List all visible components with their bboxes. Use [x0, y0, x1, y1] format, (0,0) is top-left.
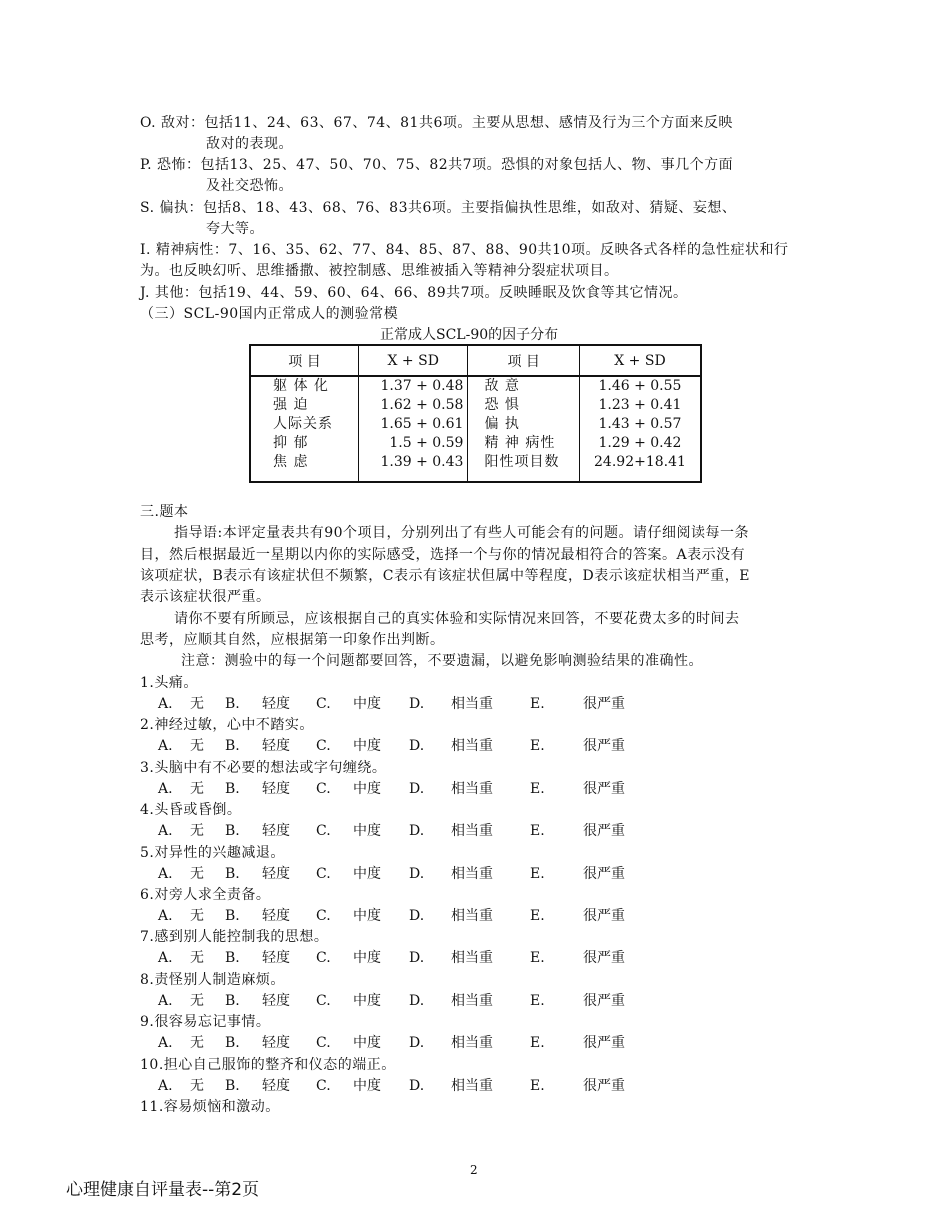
option-label[interactable]: 轻度: [262, 823, 290, 839]
option-label[interactable]: 无: [190, 823, 204, 839]
option-letter[interactable]: B.: [225, 1035, 240, 1051]
page-footer: 心理健康自评量表--第2页: [66, 1180, 260, 1200]
table-cell: 1.23 + 0.41: [598, 397, 682, 413]
option-label[interactable]: 很严重: [583, 823, 625, 839]
table-cell: 敌 意: [484, 378, 520, 394]
table-cell: 1.37 + 0.48: [380, 378, 464, 394]
table-cell: 躯 体 化: [273, 378, 329, 394]
option-label[interactable]: 中度: [353, 993, 381, 1009]
option-label[interactable]: 无: [190, 738, 204, 754]
table-header-value: X + SD: [579, 345, 701, 376]
option-letter[interactable]: A.: [158, 866, 173, 882]
option-letter[interactable]: E.: [530, 823, 545, 839]
table-cell: 精 神 病性: [484, 435, 556, 451]
instruction-line: 该项症状，B表示有该症状但不频繁，C表示有该症状但属中等程度，D表示该症状相当严重，E: [140, 568, 750, 584]
question-text: 4.头昏或昏倒。: [140, 802, 242, 818]
table-cell: 1.62 + 0.58: [380, 397, 464, 413]
table-header-value: X + SD: [358, 345, 467, 376]
option-letter[interactable]: A.: [158, 908, 173, 924]
option-label[interactable]: 轻度: [262, 1078, 290, 1094]
option-label[interactable]: 相当重: [451, 1035, 493, 1051]
option-letter[interactable]: E.: [530, 950, 545, 966]
factor-i-line1: I. 精神病性：7、16、35、62、77、84、85、87、88、90共10项。反映各式各样的急性症状和行: [140, 242, 789, 258]
factor-s-line2: 夸大等。: [206, 221, 264, 237]
option-letter[interactable]: B.: [225, 950, 240, 966]
option-letter[interactable]: E.: [530, 781, 545, 797]
instruction-line: 表示该症状很严重。: [140, 589, 271, 605]
table-cell: 24.92+18.41: [594, 454, 686, 470]
option-label[interactable]: 无: [190, 781, 204, 797]
option-letter[interactable]: A.: [158, 823, 173, 839]
part-heading: 三.题本: [140, 504, 189, 520]
question-text: 10.担心自己服饰的整齐和仪态的端正。: [140, 1057, 396, 1073]
option-label[interactable]: 中度: [353, 950, 381, 966]
option-letter[interactable]: E.: [530, 696, 545, 712]
option-label[interactable]: 轻度: [262, 696, 290, 712]
option-letter[interactable]: B.: [225, 993, 240, 1009]
option-letter[interactable]: C.: [316, 696, 331, 712]
table-cell: 焦 虑: [273, 454, 309, 470]
question-text: 1.头痛。: [140, 675, 198, 691]
option-label[interactable]: 中度: [353, 866, 381, 882]
option-letter[interactable]: D.: [409, 950, 425, 966]
option-label[interactable]: 很严重: [583, 781, 625, 797]
option-label[interactable]: 相当重: [451, 950, 493, 966]
option-letter[interactable]: E.: [530, 1035, 545, 1051]
option-letter[interactable]: C.: [316, 738, 331, 754]
table-cell: 1.29 + 0.42: [598, 435, 682, 451]
option-label[interactable]: 相当重: [451, 993, 493, 1009]
option-label[interactable]: 很严重: [583, 738, 625, 754]
factor-o-line1: O. 敌对：包括11、24、63、67、74、81共6项。主要从思想、感情及行为三个方面来反映: [140, 115, 733, 131]
option-letter[interactable]: B.: [225, 738, 240, 754]
factor-o-line2: 敌对的表现。: [206, 136, 293, 152]
option-label[interactable]: 中度: [353, 696, 381, 712]
left-values-cell: [358, 376, 467, 482]
option-letter[interactable]: D.: [409, 823, 425, 839]
option-letter[interactable]: A.: [158, 993, 173, 1009]
right-names-cell: [468, 376, 579, 482]
option-label[interactable]: 中度: [353, 1078, 381, 1094]
factor-p-line2: 及社交恐怖。: [206, 178, 293, 194]
left-names-cell: [250, 376, 358, 482]
option-label[interactable]: 很严重: [583, 908, 625, 924]
option-label[interactable]: 轻度: [262, 950, 290, 966]
table-cell: 抑 郁: [273, 435, 309, 451]
option-letter[interactable]: C.: [316, 950, 331, 966]
question-text: 7.感到别人能控制我的思想。: [140, 929, 329, 945]
option-letter[interactable]: D.: [409, 908, 425, 924]
option-letter[interactable]: E.: [530, 866, 545, 882]
option-letter[interactable]: C.: [316, 866, 331, 882]
option-letter[interactable]: B.: [225, 781, 240, 797]
option-label[interactable]: 相当重: [451, 823, 493, 839]
option-letter[interactable]: C.: [316, 1035, 331, 1051]
question-text: 2.神经过敏，心中不踏实。: [140, 717, 314, 733]
option-label[interactable]: 轻度: [262, 908, 290, 924]
instruction-note: 注意：测验中的每一个问题都要回答，不要遗漏，以避免影响测验结果的准确性。: [181, 653, 703, 669]
option-label[interactable]: 轻度: [262, 993, 290, 1009]
table-cell: 恐 惧: [484, 397, 520, 413]
option-label[interactable]: 无: [190, 908, 204, 924]
option-label[interactable]: 无: [190, 1078, 204, 1094]
option-letter[interactable]: B.: [225, 696, 240, 712]
option-label[interactable]: 无: [190, 866, 204, 882]
question-text: 3.头脑中有不必要的想法或字句缠绕。: [140, 760, 387, 776]
instruction-line: 指导语:本评定量表共有90个项目，分别列出了有些人可能会有的问题。请仔细阅读每一条: [174, 525, 750, 541]
table-cell: 强 迫: [273, 397, 309, 413]
option-letter[interactable]: A.: [158, 781, 173, 797]
factor-s-line1: S. 偏执：包括8、18、43、68、76、83共6项。主要指偏执性思维，如敌对、猜疑、妄想、: [140, 200, 737, 216]
option-letter[interactable]: C.: [316, 908, 331, 924]
option-letter[interactable]: A.: [158, 1078, 173, 1094]
option-label[interactable]: 轻度: [262, 866, 290, 882]
question-text: 9.很容易忘记事情。: [140, 1014, 271, 1030]
option-letter[interactable]: C.: [316, 993, 331, 1009]
option-label[interactable]: 轻度: [262, 1035, 290, 1051]
table-caption: 正常成人SCL-90的因子分布: [380, 327, 559, 343]
option-label[interactable]: 中度: [353, 738, 381, 754]
option-label[interactable]: 无: [190, 1035, 204, 1051]
option-label[interactable]: 相当重: [451, 696, 493, 712]
option-label[interactable]: 相当重: [451, 908, 493, 924]
option-label[interactable]: 相当重: [451, 781, 493, 797]
table-cell: 1.43 + 0.57: [598, 416, 682, 432]
option-letter[interactable]: D.: [409, 738, 425, 754]
option-label[interactable]: 很严重: [583, 866, 625, 882]
option-letter[interactable]: D.: [409, 993, 425, 1009]
option-letter[interactable]: A.: [158, 950, 173, 966]
option-letter[interactable]: B.: [225, 823, 240, 839]
option-letter[interactable]: A.: [158, 1035, 173, 1051]
option-label[interactable]: 相当重: [451, 1078, 493, 1094]
option-letter[interactable]: D.: [409, 781, 425, 797]
option-letter[interactable]: E.: [530, 993, 545, 1009]
right-values-cell: [579, 376, 701, 482]
option-letter[interactable]: B.: [225, 908, 240, 924]
option-letter[interactable]: E.: [530, 738, 545, 754]
option-label[interactable]: 相当重: [451, 738, 493, 754]
option-letter[interactable]: E.: [530, 1078, 545, 1094]
option-label[interactable]: 相当重: [451, 866, 493, 882]
table-cell: 阳性项目数: [484, 454, 560, 470]
table-cell: 1.39 + 0.43: [380, 454, 464, 470]
factor-i-line2: 为。也反映幻听、思维播撒、被控制感、思维被插入等精神分裂症状项目。: [140, 263, 619, 279]
factor-p-line1: P. 恐怖：包括13、25、47、50、70、75、82共7项。恐惧的对象包括人、物、事几个方面: [140, 157, 734, 173]
question-text: 8.责怪别人制造麻烦。: [140, 972, 285, 988]
option-label[interactable]: 很严重: [583, 993, 625, 1009]
section-heading: （三）SCL-90国内正常成人的测验常模: [140, 306, 399, 322]
option-label[interactable]: 中度: [353, 1035, 381, 1051]
option-letter[interactable]: C.: [316, 1078, 331, 1094]
table-cell: 1.5 + 0.59: [389, 435, 464, 451]
option-letter[interactable]: E.: [530, 908, 545, 924]
option-letter[interactable]: D.: [409, 696, 425, 712]
option-label[interactable]: 中度: [353, 908, 381, 924]
option-label[interactable]: 很严重: [583, 1078, 625, 1094]
table-header-item: 项 目: [468, 345, 579, 376]
table-cell: 1.65 + 0.61: [380, 416, 464, 432]
option-label[interactable]: 轻度: [262, 781, 290, 797]
option-letter[interactable]: B.: [225, 866, 240, 882]
option-letter[interactable]: D.: [409, 1035, 425, 1051]
option-label[interactable]: 很严重: [583, 696, 625, 712]
option-label[interactable]: 中度: [353, 781, 381, 797]
instruction-line: 思考，应顺其自然，应根据第一印象作出判断。: [140, 632, 445, 648]
instruction-line: 目，然后根据最近一星期以内你的实际感受，选择一个与你的情况最相符合的答案。A表示没有: [140, 547, 746, 563]
table-header-item: 项 目: [250, 345, 358, 376]
norm-table: [249, 344, 702, 483]
table-body-row: [250, 376, 701, 482]
factor-j: J. 其他：包括19、44、59、60、64、66、89共7项。反映睡眠及饮食等其它情况。: [140, 285, 688, 301]
option-letter[interactable]: C.: [316, 823, 331, 839]
option-letter[interactable]: D.: [409, 1078, 425, 1094]
table-cell: 1.46 + 0.55: [598, 378, 682, 394]
page-number: 2: [470, 1163, 478, 1177]
option-label[interactable]: 轻度: [262, 738, 290, 754]
question-text: 11.容易烦恼和激动。: [140, 1099, 280, 1115]
option-letter[interactable]: A.: [158, 696, 173, 712]
instruction-line: 请你不要有所顾忌，应该根据自己的真实体验和实际情况来回答，不要花费太多的时间去: [174, 611, 740, 627]
option-label[interactable]: 很严重: [583, 1035, 625, 1051]
option-label[interactable]: 无: [190, 950, 204, 966]
option-letter[interactable]: D.: [409, 866, 425, 882]
option-letter[interactable]: A.: [158, 738, 173, 754]
option-label[interactable]: 无: [190, 993, 204, 1009]
question-text: 6.对旁人求全责备。: [140, 887, 271, 903]
option-label[interactable]: 很严重: [583, 950, 625, 966]
table-header-row: [250, 345, 701, 376]
option-letter[interactable]: B.: [225, 1078, 240, 1094]
option-letter[interactable]: C.: [316, 781, 331, 797]
question-text: 5.对异性的兴趣减退。: [140, 845, 285, 861]
table-cell: 偏 执: [484, 416, 520, 432]
table-cell: 人际关系: [273, 416, 333, 432]
option-label[interactable]: 中度: [353, 823, 381, 839]
option-label[interactable]: 无: [190, 696, 204, 712]
